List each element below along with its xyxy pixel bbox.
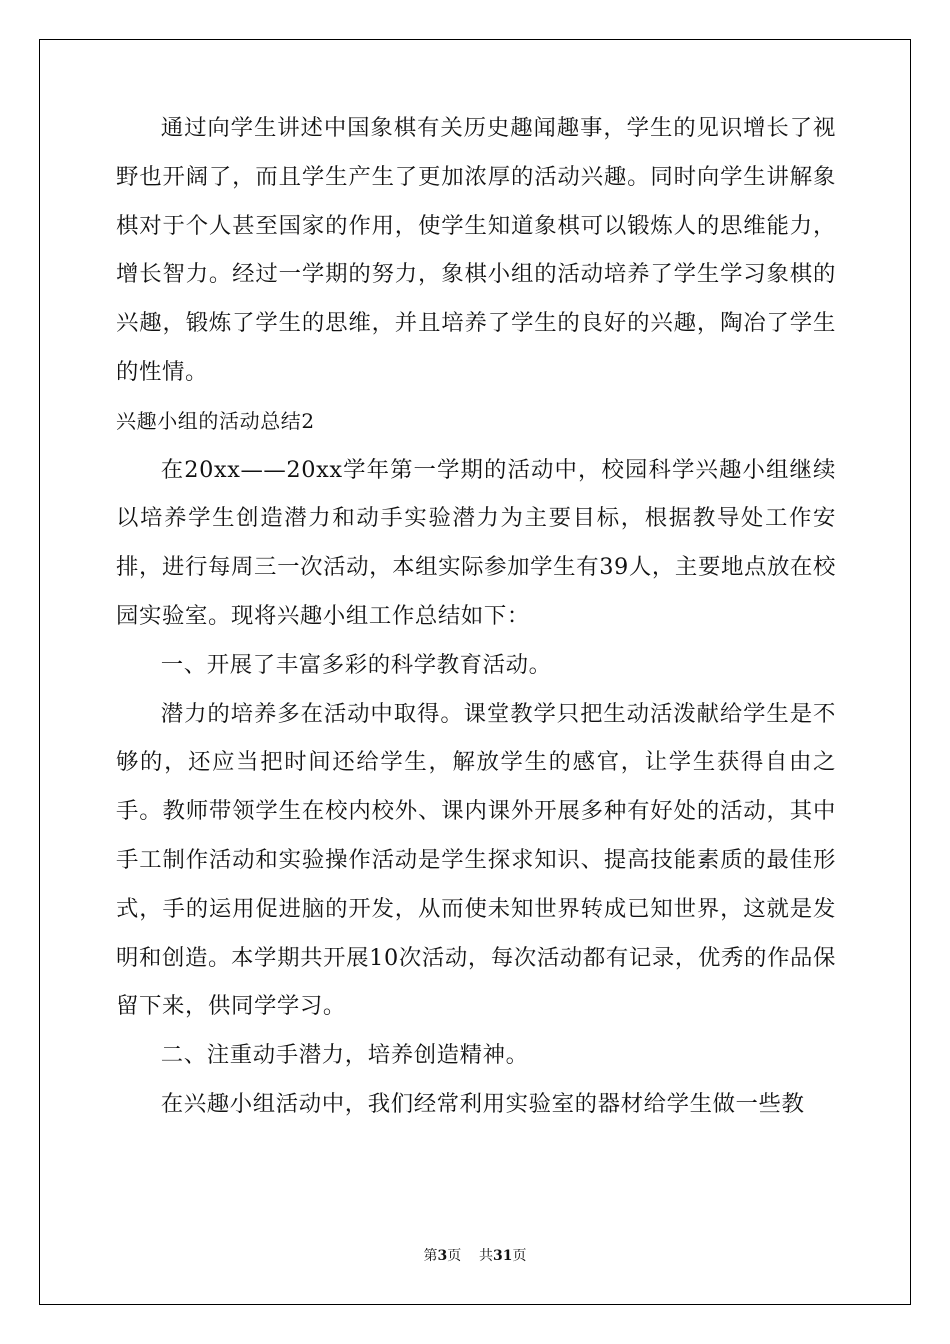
page-prefix: 第 [423,1248,438,1264]
page-number: 3 [437,1248,448,1264]
paragraph: 在20xx——20xx学年第一学期的活动中，校园科学兴趣小组继续以培养学生创造潜力和动手实验潜力为主要目标，根据教导处工作安排，进行每周三一次活动，本组实际参加学生有39人，主要地点放在校园实验室。现将兴趣小组工作总结如下： [116,456,836,629]
total-prefix: 共 [479,1248,494,1264]
subheading: 一、开展了丰富多彩的科学教育活动。 [160,651,552,678]
paragraph: 潜力的培养多在活动中取得。课堂教学只把生动活泼献给学生是不够的，还应当把时间还给学生，解放学生的感官，让学生获得自由之手。教师带领学生在校内校外、课内课外开展多种有好处的活动，其中手工制作活动和实验操作活动是学生探求知识、提高技能素质的最佳形式，手的运用促进脑的开发，从而使未知世界转成已知世界，这就是发明和创造。本学期共开展10次活动，每次活动都有记录，优秀的作品保留下来，供同学学习。 [116,700,836,1020]
paragraph: 通过向学生讲述中国象棋有关历史趣闻趣事，学生的见识增长了视野也开阔了，而且学生产生了更加浓厚的活动兴趣。同时向学生讲解象棋对于个人甚至国家的作用，使学生知道象棋可以锻炼人的思维能力，增长智力。经过一学期的努力，象棋小组的活动培养了学生学习象棋的兴趣，锻炼了学生的思维，并且培养了学生的良好的兴趣，陶冶了学生的性情。 [116,115,836,385]
total-pages: 31 [493,1248,513,1264]
total-suffix: 页 [512,1248,527,1264]
section-heading: 兴趣小组的活动总结2 [116,408,315,433]
page-footer [0,1245,950,1265]
subheading: 二、注重动手潜力，培养创造精神。 [160,1042,529,1069]
page-suffix: 页 [447,1248,462,1264]
document-body [116,104,836,1129]
paragraph: 在兴趣小组活动中，我们经常利用实验室的器材给学生做一些教 [160,1090,805,1117]
